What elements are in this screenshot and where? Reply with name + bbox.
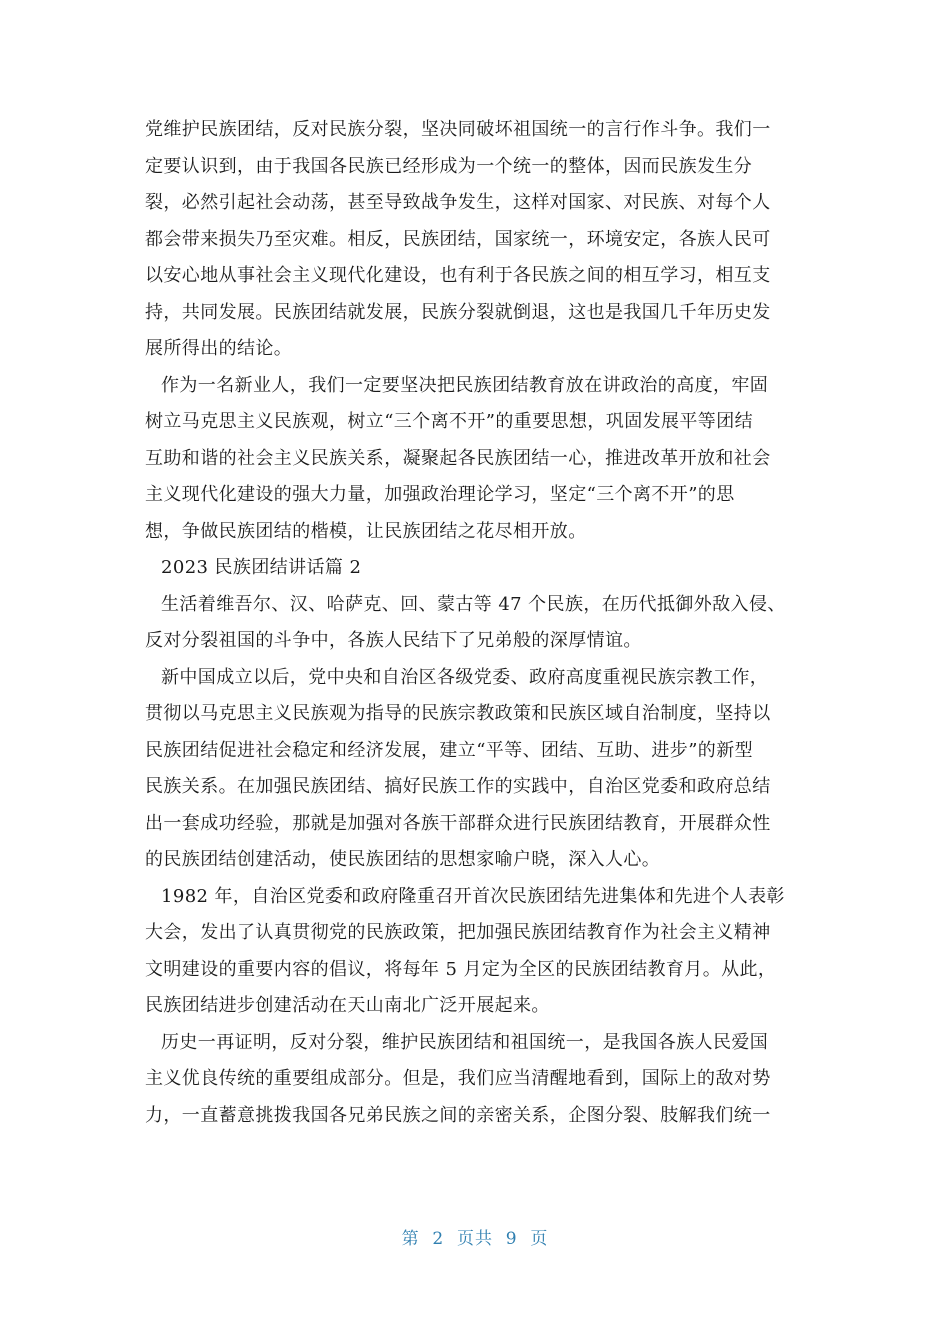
text-line: 主义现代化建设的强大力量，加强政治理论学习，坚定“三个离不开”的思: [145, 484, 735, 505]
text-line: 民族关系。在加强民族团结、搞好民族工作的实践中，自治区党委和政府总结: [145, 776, 771, 797]
text-line: 主义优良传统的重要组成部分。但是，我们应当清醒地看到，国际上的敌对势: [145, 1068, 771, 1089]
text-line: 互助和谐的社会主义民族关系，凝聚起各民族团结一心，推进改革开放和社会: [145, 447, 771, 469]
text-line: 生活着维吾尔、汉、哈萨克、回、蒙古等 47 个民族，在历代抵御外敌入侵、: [161, 593, 786, 615]
text-line: 树立马克思主义民族观，树立“三个离不开”的重要思想，巩固发展平等团结: [145, 411, 754, 432]
text-line: 1982 年，自治区党委和政府隆重召开首次民族团结先进集体和先进个人表彰: [161, 885, 785, 907]
text-line: 力，一直蓄意挑拨我国各兄弟民族之间的亲密关系，企图分裂、肢解我们统一: [145, 1104, 771, 1126]
document-body: [145, 112, 805, 1134]
text-line: 以安心地从事社会主义现代化建设，也有利于各民族之间的相互学习，相互支: [145, 265, 771, 286]
page-number-footer: [0, 1224, 950, 1249]
page-number-text: 第 2 页共 9 页: [401, 1229, 549, 1249]
text-line: 都会带来损失乃至灾难。相反，民族团结，国家统一，环境安定，各族人民可: [145, 228, 771, 250]
text-line: 民族团结进步创建活动在天山南北广泛开展起来。: [145, 995, 550, 1016]
text-line: 反对分裂祖国的斗争中，各族人民结下了兄弟般的深厚情谊。: [145, 630, 642, 651]
text-line: 党维护民族团结，反对民族分裂，坚决同破坏祖国统一的言行作斗争。我们一: [145, 119, 771, 140]
text-line: 贯彻以马克思主义民族观为指导的民族宗教政策和民族区域自治制度，坚持以: [145, 703, 771, 724]
text-line: 定要认识到，由于我国各民族已经形成为一个统一的整体，因而民族发生分: [145, 155, 753, 177]
text-line: 文明建设的重要内容的倡议，将每年 5 月定为全区的民族团结教育月。从此，: [145, 958, 777, 980]
text-line: 持，共同发展。民族团结就发展，民族分裂就倒退，这也是我国几千年历史发: [145, 301, 771, 323]
text-line: 民族团结促进社会稳定和经济发展，建立“平等、团结、互助、进步”的新型: [145, 739, 754, 761]
text-line: 裂，必然引起社会动荡，甚至导致战争发生，这样对国家、对民族、对每个人: [145, 192, 771, 213]
text-line: 出一套成功经验，那就是加强对各族干部群众进行民族团结教育，开展群众性: [145, 812, 771, 834]
text-line: 的民族团结创建活动，使民族团结的思想家喻户晓，深入人心。: [145, 849, 661, 870]
text-line: 2023 民族团结讲话篇 2: [161, 557, 362, 578]
text-line: 作为一名新业人，我们一定要坚决把民族团结教育放在讲政治的高度，牢固: [161, 374, 769, 396]
text-line: 大会，发出了认真贯彻党的民族政策，把加强民族团结教育作为社会主义精神: [145, 922, 771, 943]
text-line: 新中国成立以后，党中央和自治区各级党委、政府高度重视民族宗教工作，: [161, 666, 769, 688]
text-line: 历史一再证明，反对分裂，维护民族团结和祖国统一，是我国各族人民爱国: [161, 1031, 769, 1053]
text-line: 展所得出的结论。: [145, 338, 293, 359]
text-line: 想，争做民族团结的楷模，让民族团结之花尽相开放。: [145, 520, 587, 542]
